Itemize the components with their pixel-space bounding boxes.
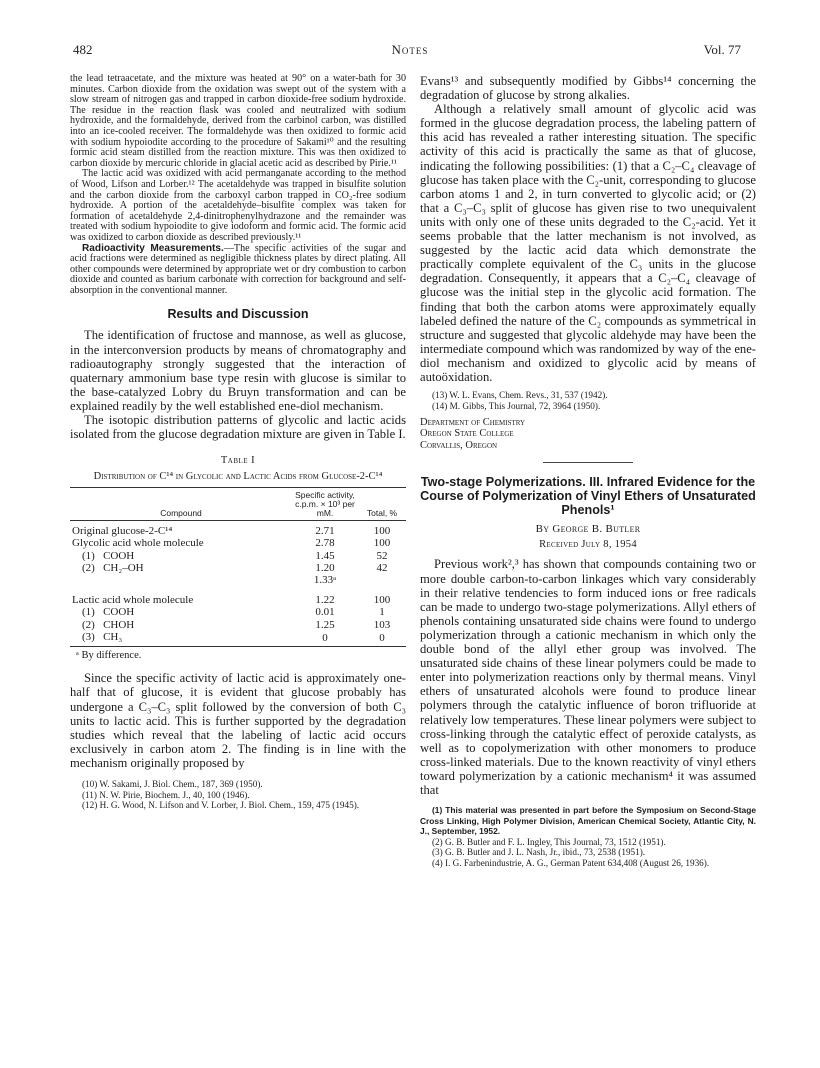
table-cell	[70, 574, 292, 586]
table-cell: 100	[373, 524, 391, 537]
results-paragraph-2: The isotopic distribution patterns of glycolic and lactic acids isolated from the glucose degradation mixture are given in Table I.	[70, 413, 406, 442]
affiliation-line: Oregon State College	[420, 428, 514, 440]
page-number: 482	[73, 42, 93, 57]
table-cell: 1.25	[315, 618, 335, 631]
table-row	[70, 550, 406, 562]
radioactivity-text: —The specific activities of the sugar and acid fractions were determined as negligible thickness plates by direct plating. All other compounds were determined by appropriate wet or dry combustion to carbon dioxide and counted as barium carbonate with correction for background and self-absorption in the conventional manner.	[70, 242, 406, 296]
table-cell: 52	[376, 549, 388, 562]
author-byline: By George B. Butler	[535, 523, 641, 536]
footnote-item: (4) I. G. Farbenindustrie, A. G., German Patent 634,408 (August 26, 1936).	[432, 858, 710, 869]
table-cell: 0	[379, 632, 385, 645]
table-cell: 0	[322, 632, 328, 645]
table-footnote: ᵃ By difference.	[76, 650, 142, 662]
table-cell: 100	[373, 593, 391, 606]
section-heading: Results and Discussion	[167, 307, 309, 322]
results-paragraph-1: The identification of fructose and mannose, as well as glucose, in the interconversion products by means of chromatography and radioautography strongly suggested that the interaction of quaternary ammonium base type resin with glucose is similar to the base-catalyzed Lobry du Bruyn transformation and can be explained readily by the well established ene-diol mechanism.	[70, 328, 406, 413]
radioactivity-heading: Radioactivity Measurements.	[82, 242, 224, 254]
table-header-row	[70, 488, 406, 521]
reference-item: (11) N. W. Pirie, Biochem. J., 40, 100 (1946).	[82, 789, 250, 800]
table-row	[70, 574, 406, 586]
table-cell: (2) CH₂–OH	[82, 561, 144, 574]
left-references	[70, 779, 406, 811]
running-title: Notes	[391, 42, 429, 57]
table-row	[70, 562, 406, 574]
table-row	[70, 631, 406, 647]
table-header-total: Total, %	[358, 488, 406, 521]
table-row	[70, 619, 406, 631]
table-header-compound: Compound	[70, 488, 292, 521]
method-paragraph-1: the lead tetraacetate, and the mixture was heated at 90° on a water-bath for 30 minutes. Carbon dioxide from the oxidation was swept out of the system with a slow stream of nitrogen gas and trapped in carbon dioxide-free sodium hydroxide. The residue in the reaction flask was cooled and neutralized with sodium hydroxide, and the formaldehyde, derived from the carbinol carbon, was distilled into an ice-cooled receiver. The formaldehyde was then oxidized to formic acid with sodium hypoiodite according to the procedure of Sakami¹⁰ and the resulting formic acid steam distilled from the reaction mixture. This was then oxidized to carbon dioxide by mercuric chloride in glacial acetic acid as described by Pirie.¹¹	[70, 73, 406, 169]
table-row	[70, 537, 406, 549]
volume-number: Vol. 77	[703, 42, 741, 57]
results-paragraph-3: Since the specific activity of lactic acid is approximately one-half that of glucose, it is evident that glucose probably has undergone a C₃–C₃ split followed by the conversion of both C₃ units to lactic acid. This is further supported by the degradation studies which reveal that the labeling of lactic acid occurs exclusively in carbon atom 2. The finding is in line with the mechanism originally proposed by	[70, 671, 406, 770]
data-table	[70, 487, 406, 647]
article-footnotes	[420, 805, 756, 869]
table-header-activity: Specific activity, c.p.m. × 10³ per mM.	[292, 488, 358, 521]
footnote-item	[420, 805, 756, 837]
right-references	[420, 390, 756, 411]
table-row	[70, 525, 406, 537]
table-cell: 0.01	[315, 606, 335, 619]
table-cell: Glycolic acid whole molecule	[72, 537, 204, 550]
table-cell: (1) COOH	[82, 549, 135, 562]
table-cell: 103	[373, 618, 391, 631]
discussion-paragraph-2: Although a relatively small amount of glycolic acid was formed in the glucose degradation process, the labeling pattern of this acid has revealed a rather interesting situation. The specific activity of this acid is practically the same as that of glucose, indicating the following possibilities: (1) that a C₂–C₄ cleavage of glucose has taken place with the C₂-unit, corresponding to glucose carbon atoms 1 and 2, in turn converted to glycolic acid; or (2) that a C₃–C₃ split of glucose has given rise to two unequivalent units with only one of these units degraded to the C₂-acid. Yet it seems probable that the latter mechanism is not involved, as suggested by the lactic acid data which demonstrate the practically complete equivalent of the C₃ units in the glucose degradation. Consequently, it appears that a C₂–C₄ cleavage of glucose was the initial step in the glycolic acid formation. The finding that both the carbon atoms were approximately equally labeled defined the nature of the C₂ compounds as symmetrical in structure and suggested that glycolic aldehyde may have been the intermediate compound which was randomized by way of the ene-diol mechanism and oxidized to glycolic acid by means of autoöxidation.	[420, 102, 756, 384]
discussion-paragraph-1: Evans¹³ and subsequently modified by Gibbs¹⁴ concerning the degradation of glucose by strong alkalies.	[420, 74, 756, 103]
right-column	[420, 74, 756, 869]
reference-item: (10) W. Sakami, J. Biol. Chem., 187, 369 (1950).	[82, 779, 263, 790]
reference-item: (13) W. L. Evans, Chem. Revs., 31, 537 (1942).	[432, 390, 608, 401]
table-cell: 1	[379, 606, 385, 619]
footnote-item: (3) G. B. Butler and J. L. Nash, Jr., ibid., 73, 2538 (1951).	[432, 847, 646, 858]
method-paragraph-2: The lactic acid was oxidized with acid permanganate according to the method of Wood, Lifson and Lorber.¹² The acetaldehyde was trapped in bisulfite solution and the carbon dioxide from the carboxyl carbon trapped in CO₂-free sodium hydroxide. A portion of the acetaldehyde–bisulfite complex was taken for formation of acetaldehyde 2,4-dinitrophenylhydrazone and the remainder was treated with sodium hypoiodite to give iodoform and formic acid. The formic acid was oxidized to carbon dioxide as described previously.¹¹	[70, 168, 406, 243]
affiliation-line: Corvallis, Oregon	[420, 439, 498, 451]
table-row	[70, 587, 406, 606]
table-cell: 2.78	[315, 537, 335, 550]
radioactivity-paragraph	[70, 244, 406, 297]
table-cell: 1.20	[315, 561, 335, 574]
table-cell: 42	[376, 561, 388, 574]
affiliation-line: Department of Chemistry	[420, 417, 526, 429]
reference-item: (12) H. G. Wood, N. Lifson and V. Lorber, J. Biol. Chem., 159, 475 (1945).	[82, 800, 360, 811]
table-caption: Table I	[220, 455, 256, 467]
footnote-item: (2) G. B. Butler and F. L. Ingley, This Journal, 73, 1512 (1951).	[432, 836, 666, 847]
table-row	[70, 606, 406, 618]
table-cell: (2) CHOH	[82, 618, 135, 631]
affiliation	[420, 417, 756, 451]
received-date: Received July 8, 1954	[539, 539, 637, 551]
table-cell: 1.22	[315, 593, 335, 606]
table-cell: 1.33ᵃ	[313, 574, 337, 587]
footnote-1-text: (1) This material was presented in part before the Symposium on Second-Stage Cross Linking, High Polymer Division, American Chemical Society, Atlantic City, N. J., September, 1952.	[420, 805, 756, 837]
left-column	[70, 74, 406, 811]
table-cell: (1) COOH	[82, 606, 135, 619]
table-cell: Lactic acid whole molecule	[72, 593, 194, 606]
table-title: Distribution of C¹⁴ in Glycolic and Lactic Acids from Glucose-2-C¹⁴	[93, 471, 383, 483]
article-title: Two-stage Polymerizations. III. Infrared Evidence for the Course of Polymerization of Vinyl Ethers of Unsaturated Phenols¹	[420, 474, 756, 518]
table-cell: 2.71	[315, 524, 335, 537]
article-paragraph-1: Previous work²,³ has shown that compounds containing two or more double carbon-to-carbon linkages which vary considerably in their relative tendencies to form induced ions or free radicals can be made to undergo two-stage polymerizations. Allyl ethers of phenols containing unsaturated side chains were found to undergo polymerization through a cationic mechanism in which only the double bond of the allyl ether group was involved. The unsaturated side chains of these linear polymers could be made to enter into polymerization reactions only by thermal means. Vinyl ethers of unsaturated alcohols were found to produce linear polymers through the catalytic influence of boron trifluoride at relatively low temperatures. These linear polymers were subject to cross-linking through the catalytic effect of peroxide catalysts, as well as to copolymerization with other monomers to produce cross-linked materials. Due to the known reactivity of vinyl ethers toward polymerization by a cationic mechanism⁴ it was assumed that	[420, 557, 756, 797]
reference-item: (14) M. Gibbs, This Journal, 72, 3964 (1950).	[432, 400, 601, 411]
table-cell: Original glucose-2-C¹⁴	[72, 524, 173, 537]
table-cell: 1.45	[315, 549, 335, 562]
table-cell: (3) CH₃	[82, 630, 123, 643]
table-cell: 100	[373, 537, 391, 550]
section-divider	[543, 462, 633, 463]
table-cell	[358, 574, 406, 586]
